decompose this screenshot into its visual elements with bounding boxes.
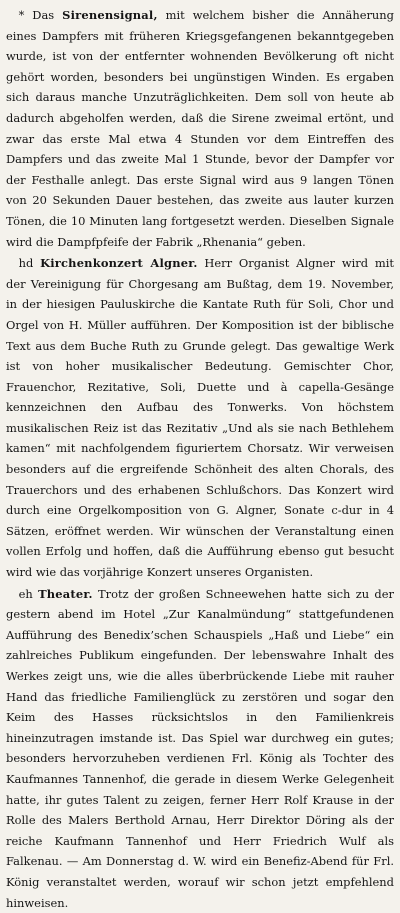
article-prefix: eh: [18, 586, 39, 601]
article-kirchenkonzert: [6, 253, 394, 583]
article-body: Trotz der großen Schneewehen hatte sich zu der gestern abend im Hotel „Zur Kanalmündung“ stattgefundenen Aufführung des Benedix’schen Schauspiels „Haß und Liebe“ ein zahlreiches Publikum eingefunden. Der lebenswahre Inhalt des Werkes zeigt uns, wie die alles überbrückende Liebe mit rauher Hand das friedliche Familienglück zu zerstören und sogar den Keim des Hasses rücksichtslos in den Familienkreis hineinzutragen imstande ist. Das Spiel war durchweg ein gutes; besonders hervorzuheben verdienen Frl. König als Tochter des Kaufmannes Tannenhof, die gerade in diesem Werke Gelegenheit hatte, ihr gutes Talent zu zeigen, ferner Herr Rolf Krause in der Rolle des Malers Berthold Arnau, Herr Direktor Döring als der reiche Kaufmann Tannenhof und Herr Friedrich Wulf als Falkenau. — Am Donnerstag d. W. wird ein Benefiz-Abend für Frl. König veranstaltet werden, worauf wir schon jetzt empfehlend hinweisen.: [6, 586, 394, 910]
article-headline: Theater.: [38, 586, 93, 601]
article-theater: [6, 584, 394, 913]
article-sirenensignal: [6, 5, 394, 252]
article-headline: Kirchenkonzert Algner.: [40, 256, 198, 271]
article-prefix: hd: [18, 256, 41, 271]
article-prefix: * Das: [18, 8, 63, 22]
article-body: mit welchem bisher die Annäherung eines Dampfers mit früheren Kriegsgefangenen bekanntgegeben wurde, ist von der entfernter wohnenden Bevölkerung oft nicht gehört worden, besonders bei ungünstigen Winden. Es ergaben sich daraus manche Unzuträglichkeiten. Dem soll von heute ab dadurch abgeholfen werden, daß die Sirene zweimal ertönt, und zwar das erste Mal etwa 4 Stunden vor dem Eintreffen des Dampfers und das zweite Mal 1 Stunde, bevor der Dampfer vor der Festhalle anlegt. Das erste Signal wird aus 9 langen Tönen von 20 Sekunden Dauer bestehen, das zweite aus lauter kurzen Tönen, die 10 Minuten lang fortgesetzt werden. Dieselben Signale wird die Dampfpfeife der Fabrik „Rhenania“ geben.: [6, 8, 394, 249]
article-body: Herr Organist Algner wird mit der Vereinigung für Chorgesang am Bußtag, dem 19. November, in der hiesigen Pauluskirche die Kantate Ruth für Soli, Chor und Orgel von H. Müller aufführen. Der Komposition ist der biblische Text aus dem Buche Ruth zu Grunde gelegt. Das gewaltige Werk ist von hoher musikalischer Bedeutung. Gemischter Chor, Frauenchor, Rezitative, Soli, Duette und à capella-Gesänge kennzeichnen den Aufbau des Tonwerks. Von höchstem musikalischen Reiz ist das Rezitativ „Und als sie nach Bethlehem kamen“ mit nachfolgendem figuriertem Chorsatz. Wir verweisen besonders auf die ergreifende Schönheit des alten Chorals, des Trauerchors und des erhabenen Schlußchors. Das Konzert wird durch eine Orgelkomposition von G. Algner, Sonate c-dur in 4 Sätzen, eröffnet werden. Wir wünschen der Veranstaltung einen vollen Erfolg und hoffen, daß die Aufführung ebenso gut besucht wird wie das vorjährige Konzert unseres Organisten.: [6, 256, 394, 580]
article-headline: Sirenensignal,: [62, 8, 158, 22]
